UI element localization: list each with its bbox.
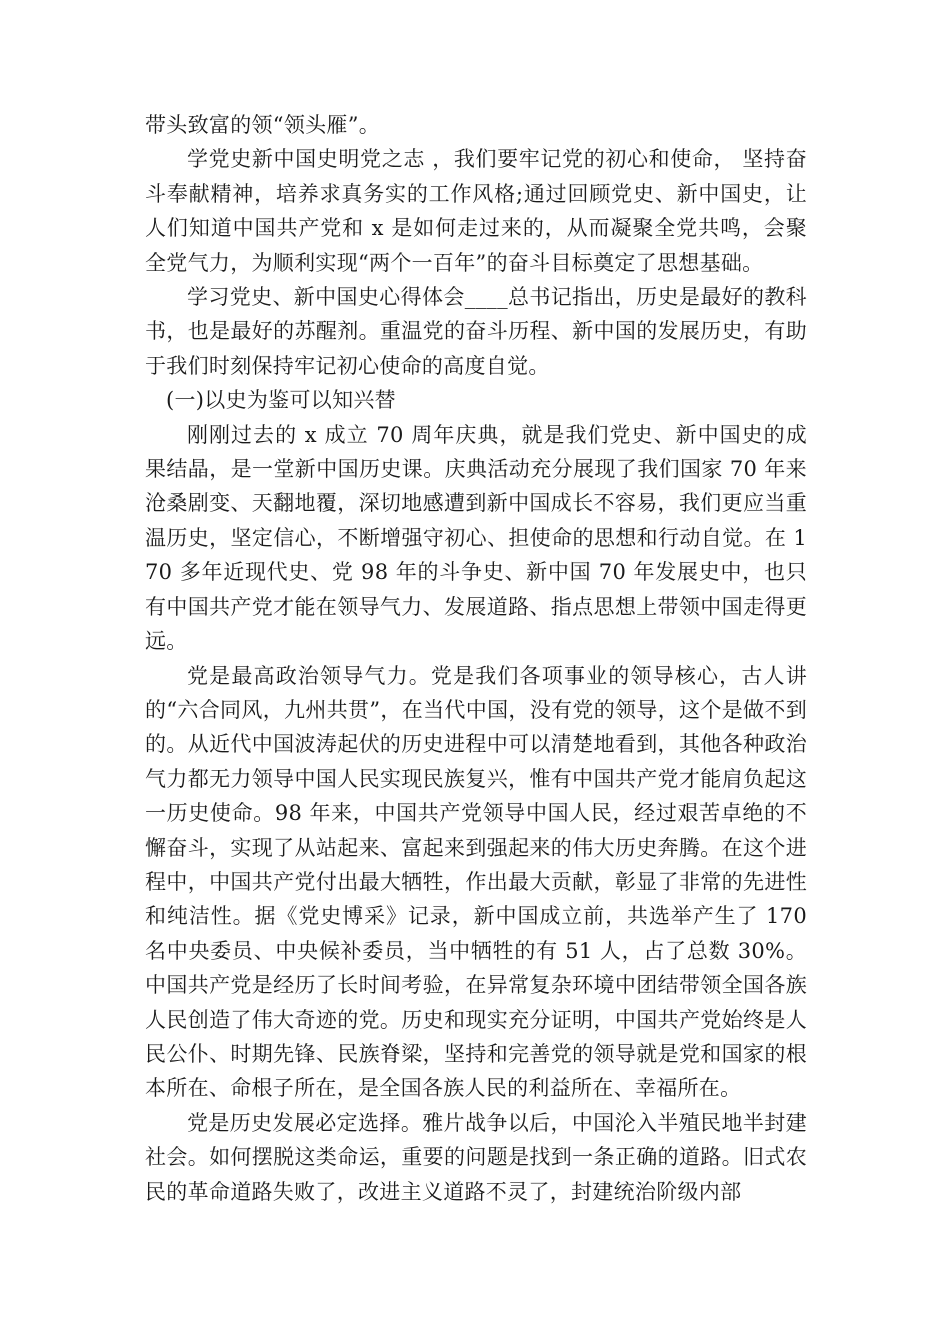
paragraph-study-party-history: 学党史新中国史明党之志 ，我们要牢记党的初心和使命， 坚持奋斗奉献精神，培养求真务实的工作风格;通过回顾党史、新中国史，让人们知道中国共产党和 x 是如何走过来的，从而凝聚全党共鸣，会聚全党气力，为顺利实现“两个一百年”的奋斗目标奠定了思想基础。 (145, 147, 807, 275)
paragraph-party-leadership: 党是最高政治领导气力。党是我们各项事业的领导核心，古人讲的“六合同风，九州共贯”，在当代中国，没有党的领导，这个是做不到的。从近代中国波涛起伏的历史进程中可以清楚地看到，其他各种政治气力都无力领导中国人民实现民族复兴，惟有中国共产党才能肩负起这一历史使命。98 年来，中国共产党领导中国人民，经过艰苦卓绝的不懈奋斗，实现了从站起来、富起来到强起来的伟大历史奔腾。在这个进程中，中国共产党付出最大牺牲，作出最大贡献，彰显了非常的先进性和纯洁性。据《党史博采》记录，新中国成立前，共选举产生了 170 名中央委员、中央候补委员，当中牺牲的有 51 人，占了总数 30%。中国共产党是经历了长时间考验，在异常复杂环境中团结带领全国各族人民创造了伟大奇迹的党。历史和现实充分证明，中国共产党始终是人民公仆、时期先锋、民族脊梁，坚持和完善党的领导就是党和国家的根本所在、命根子所在，是全国各族人民的利益所在、幸福所在。 (145, 663, 807, 1101)
paragraph-anniversary: 刚刚过去的 x 成立 70 周年庆典，就是我们党史、新中国史的成果结晶，是一堂新中国历史课。庆典活动充分展现了我们国家 70 年来沧桑剧变、天翻地覆，深切地感遭到新中国成长不容易，我们更应当重温历史，坚定信心，不断增强守初心、担使命的思想和行动自觉。在 170 多年近现代史、党 98 年的斗争史、新中国 70 年发展史中，也只有中国共产党才能在领导气力、发展道路、指点思想上带领中国走得更远。 (145, 422, 807, 654)
paragraph-historical-choice: 党是历史发展必定选择。雅片战争以后，中国沦入半殖民地半封建社会。如何摆脱这类命运，重要的问题是找到一条正确的道路。旧式农民的革命道路失败了，改进主义道路不灵了，封建统治阶级内部 (145, 1110, 807, 1204)
paragraph-continuation: 带头致富的领“领头雁”。 (145, 113, 381, 137)
document-body (145, 108, 807, 1209)
section-heading: (一)以史为鉴可以知兴替 (166, 388, 396, 413)
paragraph-study-reflection: 学习党史、新中国史心得体会____总书记指出，历史是最好的教科书，也是最好的苏醒剂。重温党的奋斗历程、新中国的发展历史，有助于我们时刻保持牢记初心使命的高度自觉。 (145, 285, 807, 378)
